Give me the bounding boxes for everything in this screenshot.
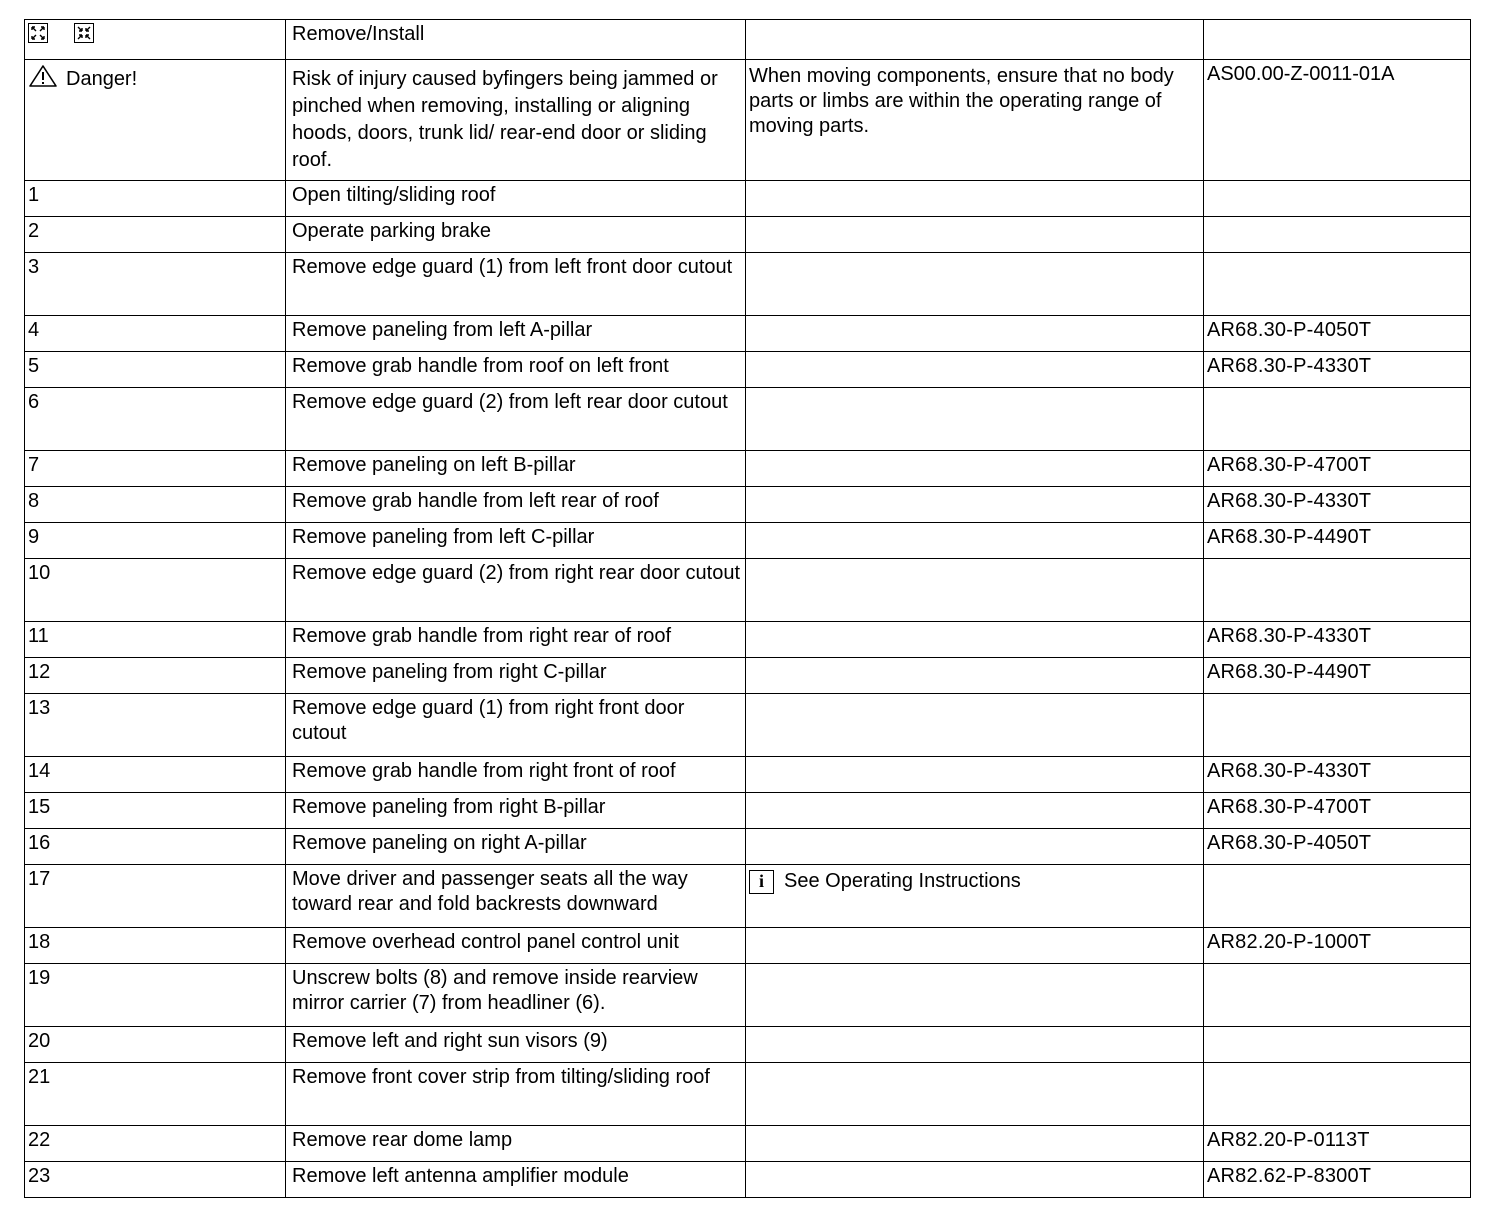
step-row [25, 523, 1471, 559]
step-reference[interactable]: AR68.30-P-4490T [1204, 523, 1471, 559]
step-row [25, 964, 1471, 1027]
step-row [25, 217, 1471, 253]
step-reference [1204, 694, 1471, 757]
step-reference[interactable]: AR68.30-P-4330T [1204, 622, 1471, 658]
step-text: Remove grab handle from right rear of roof [286, 622, 746, 658]
step-note [746, 1162, 1204, 1198]
step-reference[interactable]: AR68.30-P-4330T [1204, 757, 1471, 793]
step-number: 11 [25, 622, 286, 658]
step-number: 20 [25, 1027, 286, 1063]
step-note [746, 829, 1204, 865]
danger-label-cell [25, 60, 286, 181]
header-row [25, 20, 1471, 60]
step-number: 5 [25, 352, 286, 388]
step-number: 15 [25, 793, 286, 829]
step-row [25, 1063, 1471, 1126]
step-row [25, 1162, 1471, 1198]
step-number: 19 [25, 964, 286, 1027]
step-reference [1204, 964, 1471, 1027]
step-reference [1204, 388, 1471, 451]
step-number: 7 [25, 451, 286, 487]
step-reference [1204, 181, 1471, 217]
step-row [25, 622, 1471, 658]
step-number: 17 [25, 865, 286, 928]
step-number: 23 [25, 1162, 286, 1198]
step-row [25, 559, 1471, 622]
step-text: Remove overhead control panel control unit [286, 928, 746, 964]
step-reference [1204, 217, 1471, 253]
step-row [25, 865, 1471, 928]
step-text: Open tilting/sliding roof [286, 181, 746, 217]
step-note [746, 1126, 1204, 1162]
danger-measure: When moving components, ensure that no body parts or limbs are within the operating range of moving parts. [746, 60, 1204, 181]
step-text: Remove edge guard (1) from right front door cutout [286, 694, 746, 757]
danger-label: Danger! [66, 68, 138, 90]
step-reference [1204, 865, 1471, 928]
step-text: Remove left and right sun visors (9) [286, 1027, 746, 1063]
step-row [25, 253, 1471, 316]
step-text: Remove paneling from right C-pillar [286, 658, 746, 694]
step-text: Remove rear dome lamp [286, 1126, 746, 1162]
step-number: 21 [25, 1063, 286, 1126]
procedure-table-body [25, 20, 1471, 1198]
step-row [25, 793, 1471, 829]
step-note [746, 622, 1204, 658]
step-note [746, 964, 1204, 1027]
step-note [746, 793, 1204, 829]
collapse-icon[interactable] [74, 23, 94, 43]
step-text: Remove edge guard (2) from left rear door cutout [286, 388, 746, 451]
step-text: Remove paneling from left C-pillar [286, 523, 746, 559]
step-row [25, 1027, 1471, 1063]
step-number: 13 [25, 694, 286, 757]
step-text: Remove paneling on right A-pillar [286, 829, 746, 865]
step-row [25, 352, 1471, 388]
step-reference[interactable]: AR82.20-P-1000T [1204, 928, 1471, 964]
step-row [25, 181, 1471, 217]
step-note [746, 352, 1204, 388]
step-reference [1204, 253, 1471, 316]
step-note [746, 658, 1204, 694]
step-reference[interactable]: AR68.30-P-4700T [1204, 451, 1471, 487]
step-row [25, 316, 1471, 352]
step-note [746, 928, 1204, 964]
step-number: 10 [25, 559, 286, 622]
step-text: Operate parking brake [286, 217, 746, 253]
expand-icon[interactable] [28, 23, 48, 43]
procedure-table [24, 19, 1471, 1198]
danger-ref[interactable]: AS00.00-Z-0011-01A [1204, 60, 1471, 181]
header-empty [1204, 20, 1471, 60]
step-row [25, 757, 1471, 793]
step-number: 4 [25, 316, 286, 352]
step-number: 16 [25, 829, 286, 865]
step-reference [1204, 1063, 1471, 1126]
step-note [746, 388, 1204, 451]
step-reference [1204, 559, 1471, 622]
danger-row [25, 60, 1471, 181]
step-note [746, 181, 1204, 217]
step-row [25, 694, 1471, 757]
step-note-text[interactable]: See Operating Instructions [784, 870, 1021, 892]
step-number: 2 [25, 217, 286, 253]
step-note [746, 1027, 1204, 1063]
step-text: Remove paneling on left B-pillar [286, 451, 746, 487]
step-note [746, 559, 1204, 622]
step-text: Remove edge guard (2) from right rear door cutout [286, 559, 746, 622]
step-text: Remove paneling from left A-pillar [286, 316, 746, 352]
step-note [746, 523, 1204, 559]
step-text: Remove grab handle from left rear of roof [286, 487, 746, 523]
step-row [25, 487, 1471, 523]
header-empty [746, 20, 1204, 60]
step-text: Unscrew bolts (8) and remove inside rearview mirror carrier (7) from headliner (6). [286, 964, 746, 1027]
step-reference[interactable]: AR82.62-P-8300T [1204, 1162, 1471, 1198]
step-text: Remove edge guard (1) from left front door cutout [286, 253, 746, 316]
step-reference[interactable]: AR68.30-P-4700T [1204, 793, 1471, 829]
step-note [746, 217, 1204, 253]
step-row [25, 829, 1471, 865]
danger-risk: Risk of injury caused byfingers being jammed or pinched when removing, installing or aligning hoods, doors, trunk lid/ rear-end door or sliding roof. [286, 60, 746, 181]
step-text: Remove grab handle from right front of roof [286, 757, 746, 793]
step-note [746, 487, 1204, 523]
step-note [746, 1063, 1204, 1126]
step-row [25, 451, 1471, 487]
step-reference[interactable]: AR68.30-P-4490T [1204, 658, 1471, 694]
step-note [746, 253, 1204, 316]
step-note [746, 451, 1204, 487]
step-row [25, 658, 1471, 694]
step-note [746, 316, 1204, 352]
step-number: 3 [25, 253, 286, 316]
step-number: 8 [25, 487, 286, 523]
info-icon: i [749, 870, 774, 894]
step-text: Move driver and passenger seats all the way toward rear and fold backrests downward [286, 865, 746, 928]
step-number: 9 [25, 523, 286, 559]
step-number: 18 [25, 928, 286, 964]
step-text: Remove left antenna amplifier module [286, 1162, 746, 1198]
step-reference[interactable]: AR68.30-P-4050T [1204, 316, 1471, 352]
step-number: 6 [25, 388, 286, 451]
step-row [25, 388, 1471, 451]
step-number: 14 [25, 757, 286, 793]
step-reference[interactable]: AR68.30-P-4330T [1204, 487, 1471, 523]
step-note [746, 694, 1204, 757]
step-text: Remove paneling from right B-pillar [286, 793, 746, 829]
step-number: 1 [25, 181, 286, 217]
step-text: Remove grab handle from roof on left front [286, 352, 746, 388]
step-reference[interactable]: AR82.20-P-0113T [1204, 1126, 1471, 1162]
step-number: 12 [25, 658, 286, 694]
step-reference[interactable]: AR68.30-P-4330T [1204, 352, 1471, 388]
step-reference[interactable]: AR68.30-P-4050T [1204, 829, 1471, 865]
step-row [25, 928, 1471, 964]
step-row [25, 1126, 1471, 1162]
step-note [746, 865, 1204, 928]
step-text: Remove front cover strip from tilting/sliding roof [286, 1063, 746, 1126]
step-reference [1204, 1027, 1471, 1063]
step-note [746, 757, 1204, 793]
warning-icon [28, 64, 58, 95]
view-toggle-cell [25, 20, 286, 60]
step-number: 22 [25, 1126, 286, 1162]
header-title: Remove/Install [286, 20, 746, 60]
